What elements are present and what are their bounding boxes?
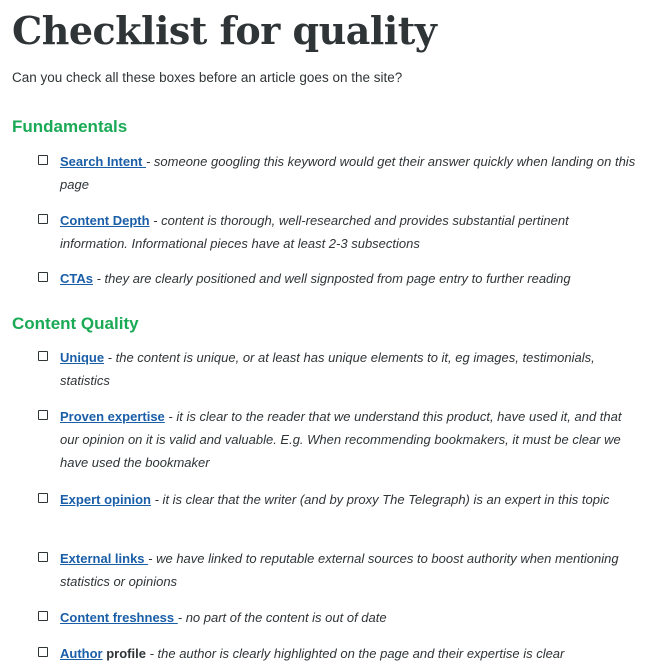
item-description: - we have linked to reputable external sources to boost authority when mentioning statistics or opinions bbox=[60, 551, 619, 589]
expert-opinion-link[interactable]: Expert opinion bbox=[60, 492, 151, 507]
content-freshness-link[interactable]: Content freshness bbox=[60, 610, 178, 625]
section-heading-fundamentals: Fundamentals bbox=[12, 117, 128, 136]
section-heading-content-quality: Content Quality bbox=[12, 314, 139, 333]
checklist-item-search-intent bbox=[38, 150, 638, 196]
checkbox[interactable] bbox=[38, 647, 48, 657]
item-description: - the author is clearly highlighted on the page and their expertise is clear bbox=[145, 646, 565, 661]
checklist-item-author-profile bbox=[38, 642, 638, 665]
item-description: - it is clear that the writer (and by proxy The Telegraph) is an expert in this topic bbox=[151, 492, 610, 507]
search-intent-link[interactable]: Search Intent bbox=[60, 154, 146, 169]
checklist-item-external-links bbox=[38, 547, 638, 593]
item-description: - someone googling this keyword would get their answer quickly when landing on this page bbox=[60, 154, 636, 192]
item-description: - it is clear to the reader that we understand this product, have used it, and that our opinion on it is valid and valuable. E.g. When recommending bookmakers, it must be clear we have used the bookmaker bbox=[60, 409, 622, 470]
unique-link[interactable]: Unique bbox=[60, 350, 105, 365]
checklist-item-content-freshness bbox=[38, 606, 638, 629]
checkbox[interactable] bbox=[38, 493, 48, 503]
checkbox[interactable] bbox=[38, 272, 48, 282]
author-link[interactable]: Author bbox=[60, 646, 103, 661]
content-depth-link[interactable]: Content Depth bbox=[60, 213, 150, 228]
intro-text: Can you check all these boxes before an article goes on the site? bbox=[12, 70, 403, 85]
checkbox[interactable] bbox=[38, 410, 48, 420]
checkbox[interactable] bbox=[38, 214, 48, 224]
checklist-item-proven-expertise bbox=[38, 405, 638, 474]
external-links-link[interactable]: External links bbox=[60, 551, 149, 566]
ctas-link[interactable]: CTAs bbox=[60, 271, 93, 286]
item-description: - they are clearly positioned and well signposted from page entry to further reading bbox=[92, 271, 571, 286]
proven-expertise-link[interactable]: Proven expertise bbox=[60, 409, 165, 424]
item-description: - no part of the content is out of date bbox=[177, 610, 387, 625]
checkbox[interactable] bbox=[38, 155, 48, 165]
checklist-item-ctas bbox=[38, 267, 638, 290]
checklist-item-unique bbox=[38, 346, 638, 392]
author-profile-label: profile bbox=[102, 646, 146, 661]
item-description: - content is thorough, well-researched and provides substantial pertinent information. Informational pieces have at least 2-3 subsections bbox=[60, 213, 569, 251]
page-title: Checklist for quality bbox=[12, 8, 437, 53]
checkbox[interactable] bbox=[38, 552, 48, 562]
item-description: - the content is unique, or at least has unique elements to it, eg images, testimonials, statistics bbox=[60, 350, 595, 388]
checklist-item-content-depth bbox=[38, 209, 638, 255]
checklist-item-expert-opinion bbox=[38, 488, 638, 511]
checkbox[interactable] bbox=[38, 611, 48, 621]
checkbox[interactable] bbox=[38, 351, 48, 361]
